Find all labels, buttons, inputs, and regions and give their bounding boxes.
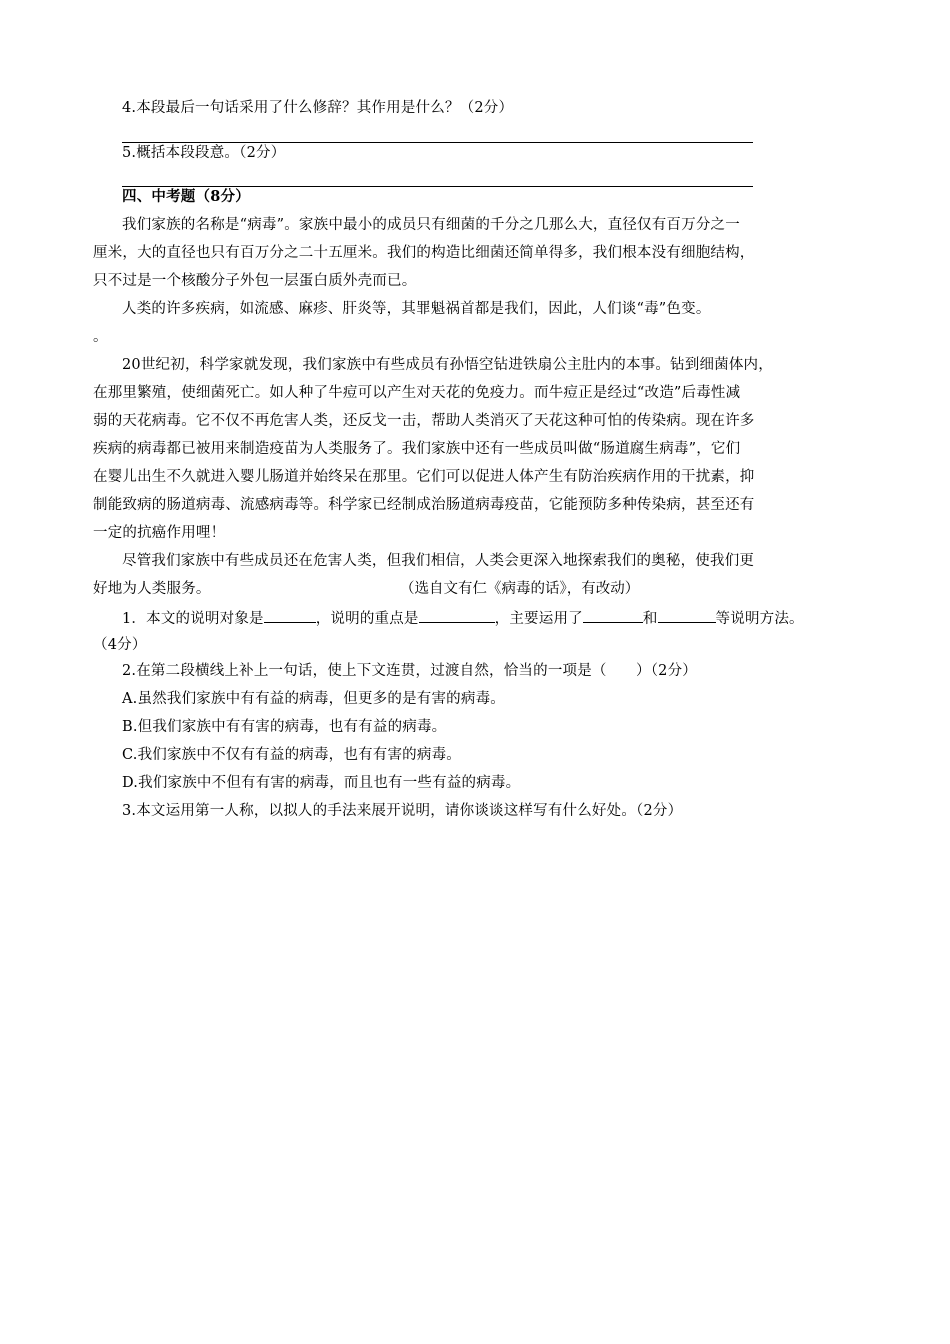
passage-line: 好地为人类服务。 — [93, 581, 211, 597]
section-heading: 四、中考题（8分） — [122, 188, 250, 205]
passage-line: 在婴儿出生不久就进入婴儿肠道并始终呆在那里。它们可以促进人体产生有防治疾病作用的干扰素，抑 — [93, 469, 755, 485]
passage-source: （选自文有仁《病毒的话》，有改动） — [400, 581, 640, 597]
question-1-score: （4分） — [93, 637, 147, 653]
question-5: 5.概括本段段意。（2分） — [122, 145, 286, 161]
option-b: B.但我们家族中有有害的病毒，也有有益的病毒。 — [122, 719, 447, 735]
blank-focus[interactable] — [419, 607, 495, 623]
option-a: A.虽然我们家族中有有益的病毒，但更多的是有害的病毒。 — [122, 691, 505, 707]
q1-text-e: 等说明方法。 — [715, 611, 804, 627]
question-1 — [122, 607, 804, 629]
q1-text-d: 和 — [642, 611, 658, 627]
passage-line: 厘米，大的直径也只有百万分之二十五厘米。我们的构造比细菌还简单得多，我们根本没有细胞结构， — [93, 245, 755, 261]
passage-line: 只不过是一个核酸分子外包一层蛋白质外壳而已。 — [93, 273, 417, 289]
question-2: 2.在第二段横线上补上一句话，使上下文连贯，过渡自然，恰当的一项是（ ）（2分） — [122, 663, 698, 679]
passage-line: 。 — [93, 329, 108, 345]
question-3: 3.本文运用第一人称，以拟人的手法来展开说明，请你谈谈这样写有什么好处。（2分） — [122, 803, 683, 819]
passage-line: 一定的抗癌作用哩！ — [93, 525, 226, 541]
passage-line: 制能致病的肠道病毒、流感病毒等。科学家已经制成治肠道病毒疫苗，它能预防多种传染病，甚至还有 — [93, 497, 755, 513]
passage-line: 人类的许多疾病，如流感、麻疹、肝炎等，其罪魁祸首都是我们，因此，人们谈“毒”色变。 — [122, 301, 711, 317]
q1-text-b: ，说明的重点是 — [315, 611, 419, 627]
q1-text-c: ，主要运用了 — [494, 611, 583, 627]
passage-line: 弱的天花病毒。它不仅不再危害人类，还反戈一击，帮助人类消灭了天花这种可怕的传染病。现在许多 — [93, 413, 755, 429]
blank-object[interactable] — [264, 607, 316, 623]
option-d: D.我们家族中不但有有害的病毒，而且也有一些有益的病毒。 — [122, 775, 521, 791]
blank-method-2[interactable] — [658, 607, 716, 623]
question-4: 4.本段最后一句话采用了什么修辞？其作用是什么？（2分） — [122, 100, 514, 116]
passage-line: 疾病的病毒都已被用来制造疫苗为人类服务了。我们家族中还有一些成员叫做“肠道腐生病毒”，它们 — [93, 441, 741, 457]
passage-line: 20世纪初，科学家就发现，我们家族中有些成员有孙悟空钻进铁扇公主肚内的本事。钻到细菌体内， — [122, 357, 773, 373]
passage-line: 在那里繁殖，使细菌死亡。如人种了牛痘可以产生对天花的免疫力。而牛痘正是经过“改造”后毒性减 — [93, 385, 741, 401]
option-c: C.我们家族中不仅有有益的病毒，也有有害的病毒。 — [122, 747, 461, 763]
passage-line: 我们家族的名称是“病毒”。家族中最小的成员只有细菌的千分之几那么大，直径仅有百万分之一 — [122, 217, 740, 233]
blank-method-1[interactable] — [583, 607, 643, 623]
q1-text-a: 1．本文的说明对象是 — [122, 611, 264, 627]
passage-line: 尽管我们家族中有些成员还在危害人类，但我们相信，人类会更深入地探索我们的奥秘，使我们更 — [122, 553, 755, 569]
